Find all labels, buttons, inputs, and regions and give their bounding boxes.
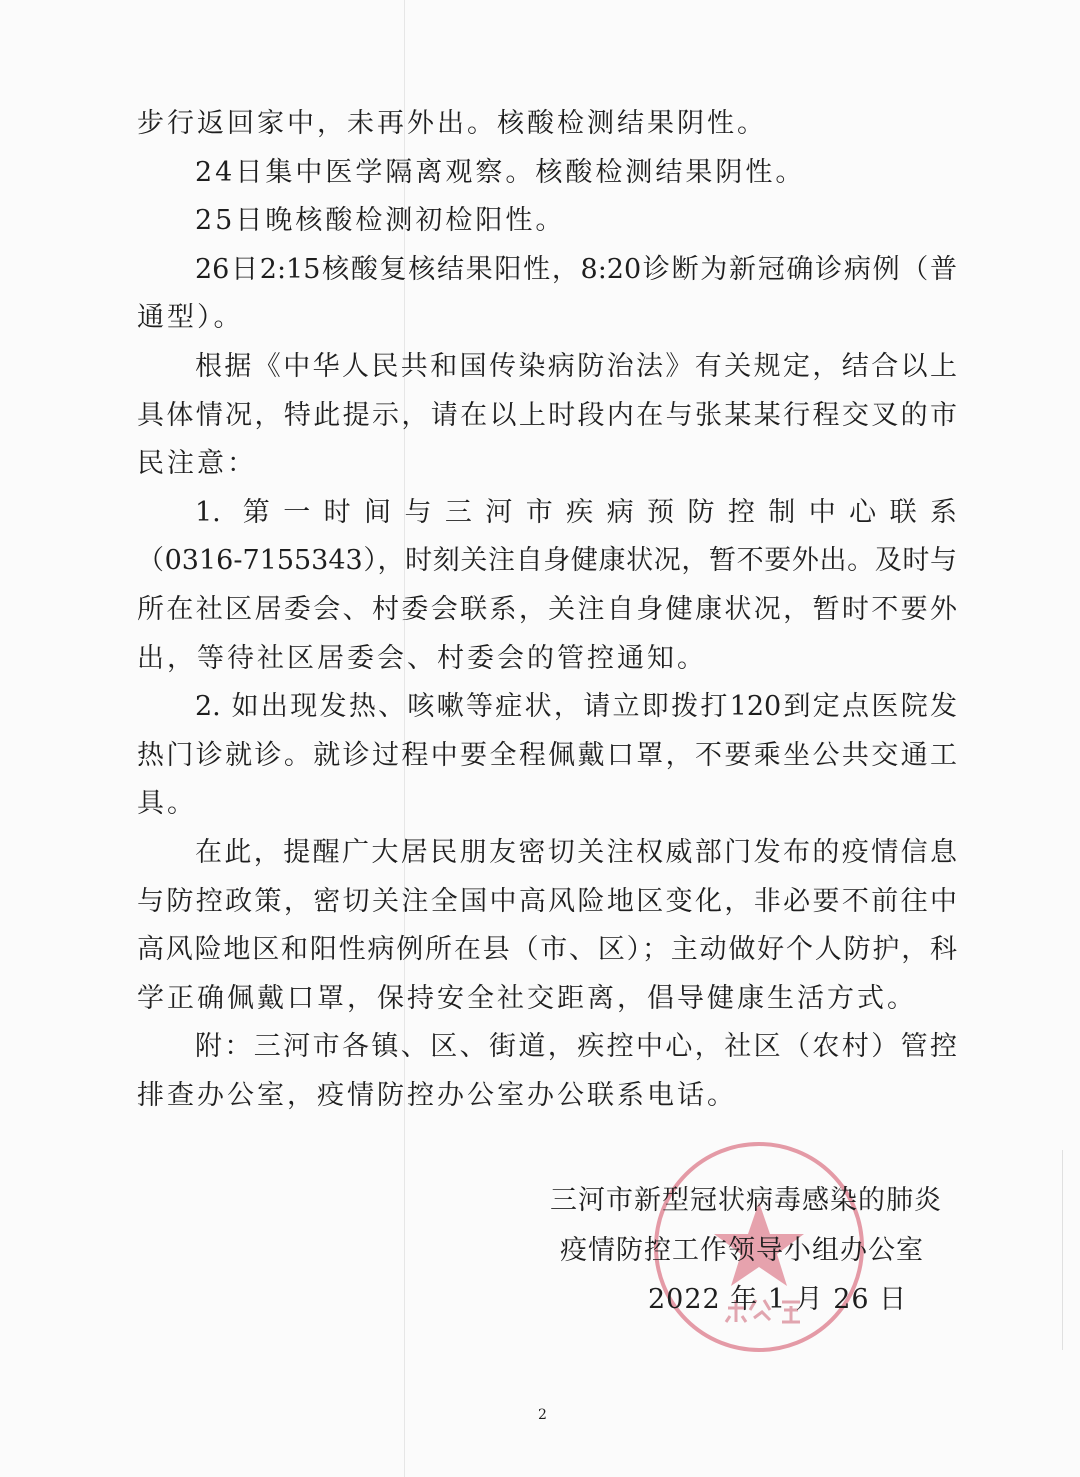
paragraph-line: 出，等待社区居委会、村委会的管控通知。 (137, 642, 707, 674)
paragraph-line: 1. 第一时间与三河市疾病预防控制中心联系 (195, 496, 957, 528)
document-body (137, 100, 957, 1120)
paragraph-line: 学正确佩戴口罩，保持安全社交距离，倡导健康生活方式。 (137, 982, 917, 1014)
paragraph-line: 在此，提醒广大居民朋友密切关注权威部门发布的疫情信息 (195, 836, 957, 868)
paragraph-line: 具体情况，特此提示，请在以上时段内在与张某某行程交叉的市 (137, 399, 957, 431)
paragraph-line: 根据《中华人民共和国传染病防治法》有关规定，结合以上 (195, 350, 957, 382)
signature-org-line2: 疫情防控工作领导小组办公室 (560, 1235, 924, 1266)
paragraph-line: 24日集中医学隔离观察。核酸检测结果阴性。 (195, 156, 806, 188)
paragraph-line: 2. 如出现发热、咳嗽等症状，请立即拨打120到定点医院发 (195, 691, 957, 723)
paragraph-line: 通型）。 (137, 302, 244, 334)
paragraph-line: （0316-7155343），时刻关注自身健康状况，暂不要外出。及时与 (137, 545, 957, 577)
paragraph-line: 步行返回家中，未再外出。核酸检测结果阴性。 (137, 108, 767, 139)
paragraph-line: 25日晚核酸检测初检阳性。 (195, 205, 566, 237)
paragraph-line: 高风险地区和阳性病例所在县（市、区）；主动做好个人防护，科 (137, 934, 957, 966)
paragraph-line: 附：三河市各镇、区、街道，疾控中心，社区（农村）管控 (195, 1031, 957, 1063)
paragraph-line: 排查办公室，疫情防控办公室办公联系电话。 (137, 1079, 737, 1111)
scan-edge-line (1062, 1150, 1063, 1350)
paragraph-line: 26日2:15核酸复核结果阳性，8:20诊断为新冠确诊病例（普 (195, 253, 957, 285)
paragraph-line: 热门诊就诊。就诊过程中要全程佩戴口罩，不要乘坐公共交通工 (137, 739, 957, 771)
page-number: 2 (538, 1407, 547, 1423)
paragraph-line: 与防控政策，密切关注全国中高风险地区变化，非必要不前往中 (137, 885, 957, 917)
paragraph-line: 具。 (137, 788, 197, 820)
paragraph-line: 所在社区居委会、村委会联系，关注自身健康状况，暂时不要外 (137, 593, 957, 625)
signature-date: 2022 年 1 月 26 日 (648, 1284, 908, 1315)
paragraph-line: 民注意： (137, 448, 257, 480)
signature-org-line1: 三河市新型冠状病毒感染的肺炎 (550, 1185, 942, 1216)
